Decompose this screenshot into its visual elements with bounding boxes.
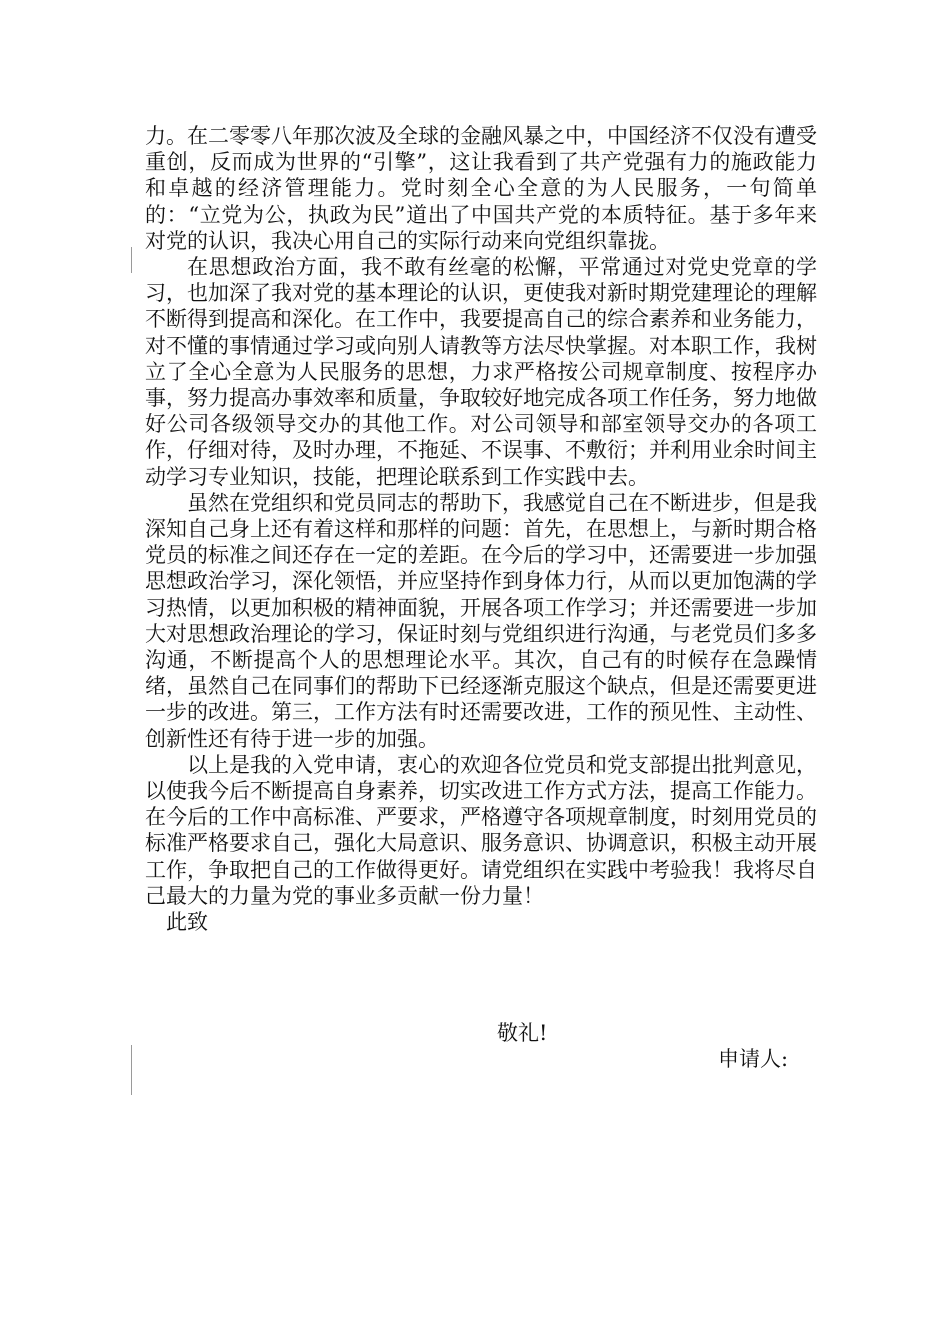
- document-body: [145, 123, 817, 935]
- closing-regards: 敬礼!: [497, 1021, 548, 1045]
- margin-change-bar: [131, 247, 132, 273]
- paragraph-ideology: 在思想政治方面，我不敢有丝毫的松懈，平常通过对党史党章的学习，也加深了我对党的基本理论的认识，更使我对新时期党建理论的理解不断得到提高和深化。在工作中，我要提高自己的综合素养和业务能力，对不懂的事情通过学习或向别人请教等方法尽快掌握。对本职工作，我树立了全心全意为人民服务的思想，力求严格按公司规章制度、按程序办事，努力提高办事效率和质量，争取较好地完成各项工作任务，努力地做好公司各级领导交办的其他工作。对公司领导和部室领导交办的各项工作，仔细对待，及时办理，不拖延、不误事、不敷衍；并利用业余时间主动学习专业知识，技能，把理论联系到工作实践中去。: [145, 255, 817, 489]
- margin-change-bar: [131, 1045, 132, 1095]
- paragraph-conclusion: 以上是我的入党申请，衷心的欢迎各位党员和党支部提出批判意见，以使我今后不断提高自身素养，切实改进工作方式方法，提高工作能力。在今后的工作中高标准、严要求，严格遵守各项规章制度，时刻用党员的标准严格要求自己，强化大局意识、服务意识、协调意识，积极主动开展工作，争取把自己的工作做得更好。请党组织在实践中考验我！我将尽自己最大的力量为党的事业多贡献一份力量！: [145, 752, 817, 908]
- paragraph-shortcomings: 虽然在党组织和党员同志的帮助下，我感觉自己在不断进步，但是我深知自己身上还有着这样和那样的问题：首先，在思想上，与新时期合格党员的标准之间还存在一定的差距。在今后的学习中，还需要进一步加强思想政治学习，深化领悟，并应坚持作到身体力行，从而以更加饱满的学习热情，以更加积极的精神面貌，开展各项工作学习；并还需要进一步加大对思想政治理论的学习，保证时刻与党组织进行沟通，与老党员们多多沟通，不断提高个人的思想理论水平。其次，自己有的时候存在急躁情绪，虽然自己在同事们的帮助下已经逐渐克服这个缺点，但是还需要更进一步的改进。第三，工作方法有时还需要改进，工作的预见性、主动性、创新性还有待于进一步的加强。: [145, 490, 817, 751]
- salutation: 此致: [166, 910, 208, 935]
- applicant-signature-label: 申请人:: [718, 1047, 789, 1071]
- paragraph-continuation: 力。在二零零八年那次波及全球的金融风暴之中，中国经济不仅没有遭受重创，反而成为世界的“引擎”，这让我看到了共产党强有力的施政能力和卓越的经济管理能力。党时刻全心全意的为人民服务，一句简单的：“立党为公，执政为民”道出了中国共产党的本质特征。基于多年来对党的认识，我决心用自己的实际行动来向党组织靠拢。: [145, 124, 817, 253]
